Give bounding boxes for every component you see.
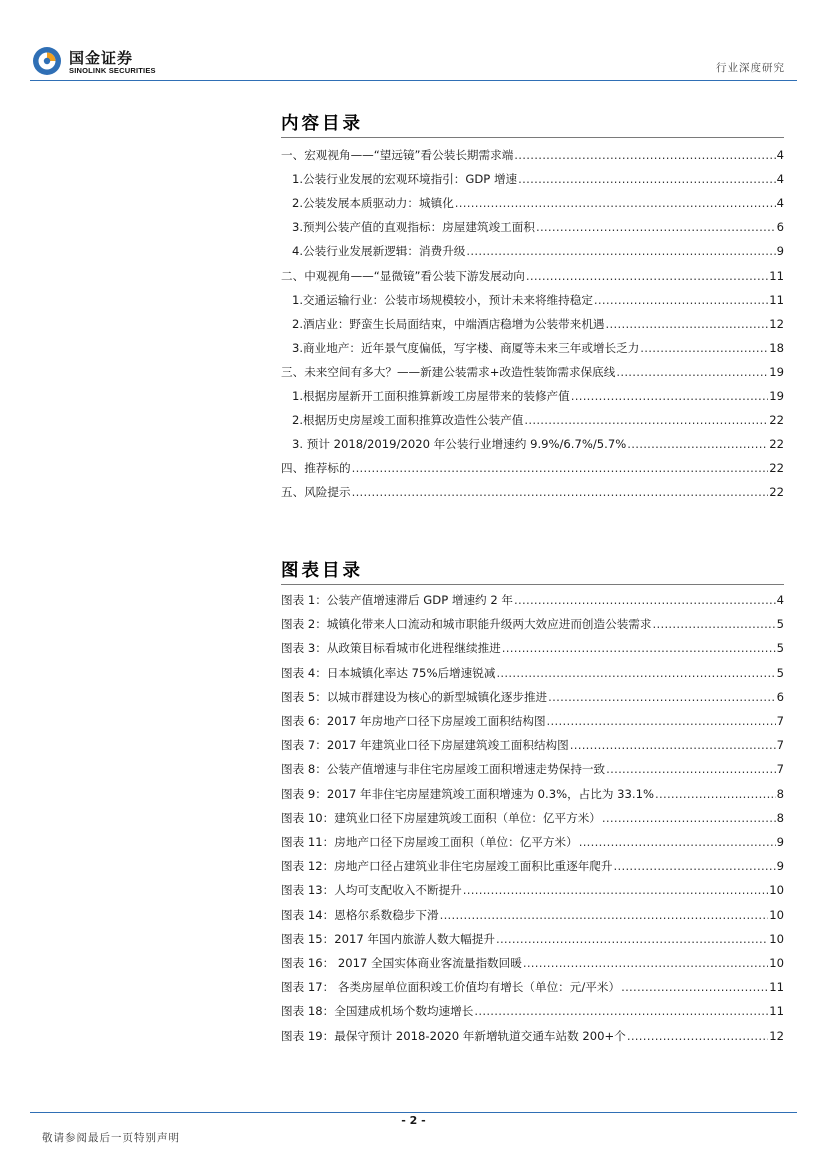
contents-entry-leader-dots	[466, 244, 775, 259]
figure-entry[interactable]	[281, 707, 784, 729]
contents-entry-leader-dots	[640, 341, 768, 356]
contents-entry-leader-dots	[455, 196, 776, 211]
contents-entry-title: 2.根据历史房屋竣工面积推算改造性公装产值	[292, 413, 524, 428]
figure-entry-leader-dots	[496, 666, 775, 681]
contents-title: 内容目录	[281, 114, 363, 134]
figure-entry-page: 9	[776, 859, 784, 874]
contents-entry[interactable]	[281, 213, 784, 235]
contents-entry-page: 19	[769, 389, 784, 403]
figure-entry-page: 4	[776, 593, 784, 607]
contents-entry-page: 22	[769, 461, 784, 476]
contents-entry-page: 12	[769, 316, 784, 331]
disclaimer-text: 敬请参阅最后一页特别声明	[42, 1132, 180, 1144]
contents-entry[interactable]	[281, 334, 784, 356]
figure-entry[interactable]	[281, 586, 784, 608]
contents-entry-title: 1.公装行业发展的宏观环境指引：GDP 增速	[292, 172, 518, 187]
contents-entry-page: 9	[776, 244, 784, 259]
contents-entry-page: 11	[769, 268, 784, 283]
contents-entry-leader-dots	[594, 293, 768, 308]
logo-english-name: SINOLINK SECURITIES	[69, 66, 156, 75]
contents-entry-title: 五、风险提示	[281, 485, 351, 500]
contents-entry[interactable]	[281, 286, 784, 308]
contents-entry-title: 2.公装发展本质驱动力：城镇化	[292, 196, 454, 211]
contents-entry[interactable]	[281, 382, 784, 404]
contents-entry-leader-dots	[616, 365, 768, 380]
figure-entry-title: 图表 7：2017 年建筑业口径下房屋建筑竣工面积结构图	[281, 738, 569, 753]
figure-entry-title: 图表 10：建筑业口径下房屋建筑竣工面积（单位：亿平方米）	[281, 810, 601, 825]
contents-entry-page: 6	[776, 220, 784, 235]
figure-entry-title: 图表 14：恩格尔系数稳步下滑	[281, 907, 439, 922]
figure-entry-page: 10	[769, 907, 784, 922]
figure-entry[interactable]	[281, 683, 784, 705]
figure-entry[interactable]	[281, 876, 784, 898]
contents-entry-title: 三、未来空间有多大？——新建公装需求+改造性装饰需求保底线	[281, 364, 616, 379]
contents-entry[interactable]	[281, 165, 784, 187]
contents-entry-leader-dots	[571, 389, 769, 404]
figure-entry-title: 图表 5：以城市群建设为核心的新型城镇化逐步推进	[281, 689, 548, 704]
contents-entry-title: 3. 预计 2018/2019/2020 年公装行业增速约 9.9%/6.7%/5.7%	[292, 437, 627, 452]
figure-entry[interactable]	[281, 997, 784, 1019]
figure-entry-page: 8	[776, 786, 784, 801]
contents-entry[interactable]	[281, 262, 784, 284]
figure-entry[interactable]	[281, 804, 784, 826]
figure-entry[interactable]	[281, 828, 784, 850]
contents-entry-title: 四、推荐标的	[281, 461, 351, 476]
figure-entry-leader-dots	[502, 641, 776, 656]
figure-entry-title: 图表 19：最保守预计 2018-2020 年新增轨道交通车站数 200+个	[281, 1028, 626, 1043]
contents-entry[interactable]	[281, 189, 784, 211]
figure-entry-leader-dots	[613, 859, 775, 874]
figure-entry-page: 10	[769, 883, 784, 898]
figure-entry-page: 9	[776, 835, 784, 849]
figure-entry[interactable]	[281, 780, 784, 802]
contents-entry[interactable]	[281, 478, 784, 500]
figure-entry-leader-dots	[606, 762, 776, 777]
figure-entry-leader-dots	[602, 811, 776, 826]
figure-entry-leader-dots	[621, 980, 768, 995]
figure-entry-leader-dots	[463, 883, 768, 898]
figure-entry-page: 8	[776, 810, 784, 825]
figure-entry-page: 5	[776, 617, 784, 632]
contents-entry-leader-dots	[606, 317, 769, 332]
figure-entry-leader-dots	[474, 1004, 768, 1019]
contents-entry-page: 18	[769, 340, 784, 355]
figure-entry[interactable]	[281, 901, 784, 923]
contents-entry-title: 3.预判公装产值的直观指标：房屋建筑竣工面积	[292, 220, 535, 235]
contents-entry-title: 一、宏观视角——“望远镜”看公装长期需求端	[281, 148, 514, 162]
figure-entry-leader-dots	[570, 738, 776, 753]
figure-entry-title: 图表 3：从政策目标看城市化进程继续推进	[281, 641, 501, 656]
contents-entry-page: 4	[776, 148, 784, 162]
figure-entry-leader-dots	[627, 1029, 768, 1044]
figure-entry-title: 图表 8：公装产值增速与非住宅房屋竣工面积增速走势保持一致	[281, 762, 606, 777]
figure-entry-page: 10	[769, 931, 784, 946]
contents-entry[interactable]	[281, 141, 784, 163]
figure-entry[interactable]	[281, 731, 784, 753]
figure-entry-title: 图表 1：公装产值增速滞后 GDP 增速约 2 年	[281, 593, 513, 607]
header-divider	[30, 80, 797, 81]
contents-entry[interactable]	[281, 310, 784, 332]
contents-entry-title: 1.根据房屋新开工面积推算新竣工房屋带来的装修产值	[292, 389, 570, 403]
figure-entry[interactable]	[281, 659, 784, 681]
figure-entry-title: 图表 13：人均可支配收入不断提升	[281, 883, 462, 898]
contents-entry-title: 二、中观视角——“显微镜”看公装下游发展动向	[281, 268, 525, 283]
contents-entry-leader-dots	[518, 172, 775, 187]
contents-entry-title: 2.酒店业：野蛮生长局面结束，中端酒店稳增为公装带来机遇	[292, 316, 605, 331]
contents-entry-title: 3.商业地产：近年景气度偏低，写字楼、商厦等未来三年或增长乏力	[292, 340, 640, 355]
contents-entry[interactable]	[281, 406, 784, 428]
contents-entry-leader-dots	[526, 269, 768, 284]
figure-entry-leader-dots	[440, 908, 769, 923]
figure-entry-page: 7	[776, 762, 784, 777]
contents-entry-leader-dots	[627, 437, 768, 452]
contents-entry-page: 11	[769, 292, 784, 307]
footer-divider	[30, 1112, 797, 1113]
figure-entry-leader-dots	[655, 787, 776, 802]
figure-entry[interactable]	[281, 925, 784, 947]
figure-entry-page: 12	[769, 1028, 784, 1043]
contents-entry[interactable]	[281, 430, 784, 452]
figure-entry-page: 10	[769, 956, 784, 970]
contents-entry-page: 4	[776, 196, 784, 211]
contents-entry-page: 19	[769, 364, 784, 379]
figure-entry-title: 图表 6：2017 年房地产口径下房屋竣工面积结构图	[281, 714, 546, 728]
figure-entry-page: 11	[769, 1004, 784, 1019]
figures-title: 图表目录	[281, 561, 363, 581]
figure-entry-leader-dots	[523, 956, 768, 971]
contents-entry-leader-dots	[352, 485, 769, 500]
page-header	[0, 0, 827, 90]
figure-entry[interactable]	[281, 755, 784, 777]
contents-entry[interactable]	[281, 237, 784, 259]
figure-entry-title: 图表 12：房地产口径占建筑业非住宅房屋竣工面积比重逐年爬升	[281, 859, 613, 874]
contents-entry-page: 22	[769, 437, 784, 452]
contents-entry-leader-dots	[514, 148, 775, 163]
figure-entry-page: 6	[776, 689, 784, 704]
figure-entry-page: 5	[776, 665, 784, 680]
figure-entry-page: 5	[776, 641, 784, 656]
figure-entry-leader-dots	[514, 593, 776, 608]
contents-entry-leader-dots	[524, 413, 768, 428]
figure-entry[interactable]	[281, 634, 784, 656]
figure-entry-leader-dots	[579, 835, 776, 850]
contents-entry-title: 1.交通运输行业：公装市场规模较小，预计未来将维持稳定	[292, 292, 593, 307]
contents-entry[interactable]	[281, 454, 784, 476]
contents-entry-leader-dots	[352, 461, 769, 476]
figure-entry[interactable]	[281, 949, 784, 971]
figure-entry-title: 图表 17： 各类房屋单位面积竣工价值均有增长（单位：元/平米）	[281, 980, 621, 995]
sinolink-logo-icon	[32, 46, 62, 76]
figure-entry-page: 11	[769, 980, 784, 995]
contents-entry-leader-dots	[536, 220, 776, 235]
figure-entry-page: 7	[776, 738, 784, 753]
figure-entry-title: 图表 18：全国建成机场个数均速增长	[281, 1004, 474, 1019]
figure-entry-leader-dots	[548, 690, 775, 705]
figure-entry-leader-dots	[496, 932, 768, 947]
figure-entry-leader-dots	[547, 714, 776, 729]
figures-title-underline	[281, 584, 784, 585]
contents-title-underline	[281, 137, 784, 138]
report-type-label: 行业深度研究	[716, 62, 785, 74]
contents-entry-page: 4	[776, 172, 784, 187]
figure-entry[interactable]	[281, 973, 784, 995]
figure-entry-title: 图表 11：房地产口径下房屋竣工面积（单位：亿平方米）	[281, 835, 578, 849]
contents-entry-page: 22	[769, 413, 784, 428]
figure-entry-page: 7	[776, 714, 784, 728]
figure-entry-title: 图表 4：日本城镇化率达 75%后增速锐减	[281, 665, 496, 680]
figure-entry[interactable]	[281, 610, 784, 632]
contents-entry-title: 4.公装行业发展新逻辑：消费升级	[292, 244, 466, 259]
contents-entry[interactable]	[281, 358, 784, 380]
figure-entry-title: 图表 15：2017 年国内旅游人数大幅提升	[281, 931, 495, 946]
figure-entry-title: 图表 16： 2017 全国实体商业客流量指数回暖	[281, 956, 522, 970]
logo-chinese-name: 国金证券	[69, 49, 134, 67]
page-number: - 2 -	[401, 1114, 426, 1127]
contents-entry-page: 22	[769, 485, 784, 500]
company-logo	[32, 46, 172, 78]
figure-entry-title: 图表 2：城镇化带来人口流动和城市职能升级两大效应进而创造公装需求	[281, 617, 652, 632]
figure-entry[interactable]	[281, 1022, 784, 1044]
figure-entry[interactable]	[281, 852, 784, 874]
figure-entry-title: 图表 9：2017 年非住宅房屋建筑竣工面积增速为 0.3%，占比为 33.1%	[281, 786, 654, 801]
figure-entry-leader-dots	[652, 617, 775, 632]
